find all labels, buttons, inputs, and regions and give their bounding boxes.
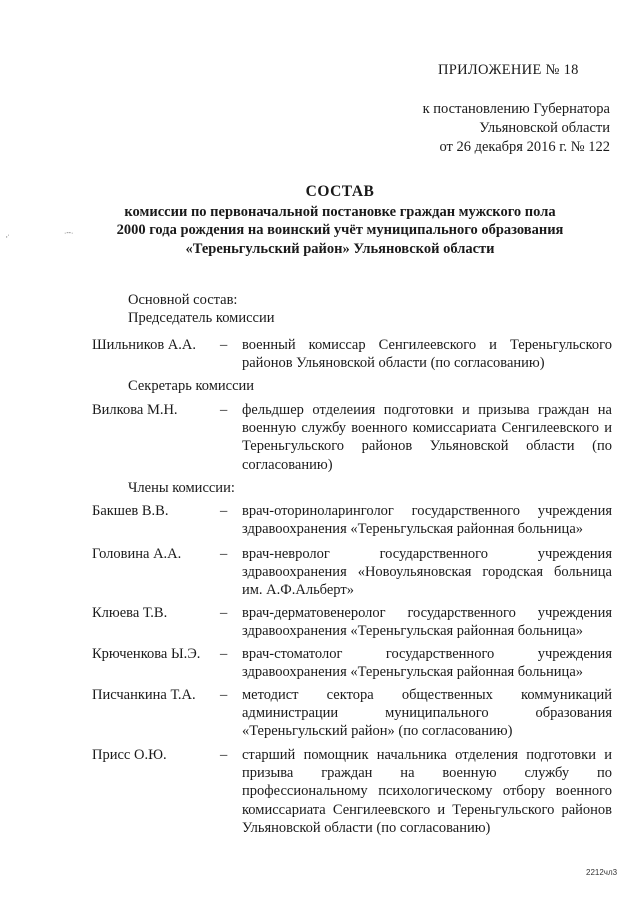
member-role: фельдшер отделеиия подготовки и призыва граждан на военную службу военного комиссариата Сенгилеевского и Тереньгульского районов Ульяновской области (по согласованию) <box>242 402 612 473</box>
appendix-number: ПРИЛОЖЕНИЕ № 18 <box>438 62 579 78</box>
member-role: врач-невролог государственного учреждения здравоохранения «Новоульяновская городская больница им. А.Ф.Альберт» <box>242 546 612 599</box>
main-composition-label: Основной состав: <box>128 292 238 308</box>
member-name: Головина А.А. <box>92 546 182 562</box>
member-dash: – <box>220 687 228 703</box>
title-line: 2000 года рождения на воинский учёт муниципального образования <box>116 222 564 238</box>
title-main: СОСТАВ <box>305 183 375 200</box>
member-name: Крюченкова Ы.Э. <box>92 646 201 662</box>
basis-line: к постановлению Губернатора <box>422 101 610 117</box>
member-name: Писчанкина Т.А. <box>92 687 196 703</box>
member-dash: – <box>220 747 228 763</box>
member-dash: – <box>220 337 228 353</box>
chairman-label: Председатель комиссии <box>128 310 275 326</box>
document-title <box>80 183 600 258</box>
member-dash: – <box>220 646 228 662</box>
member-name: Бакшев В.В. <box>92 503 169 519</box>
basis-line: от 26 декабря 2016 г. № 122 <box>439 139 610 155</box>
member-name: Шильников А.А. <box>92 337 196 353</box>
member-dash: – <box>220 402 228 418</box>
scan-artifact: ·‑‑· <box>64 230 74 237</box>
member-role: врач-дерматовенеролог государственного учреждения здравоохранения «Тереньгульская районная больница» <box>242 605 612 640</box>
scan-artifact: ‚· <box>6 232 10 239</box>
member-role: методист сектора общественных коммуникаций администрации муниципального образования «Тереньгульский район» (по согласованию) <box>242 687 612 740</box>
secretary-label: Секретарь комиссии <box>128 378 255 394</box>
title-line: «Тереньгульский район» Ульяновской области <box>185 240 495 257</box>
title-line: комиссии по первоначальной постановке граждан мужского пола <box>124 203 556 220</box>
member-name: Присс О.Ю. <box>92 747 167 763</box>
document-stamp: 2212чл3 <box>586 868 618 877</box>
member-role: старший помощник начальника отделения подготовки и призыва граждан на военную службу по профессиональному психологическому отбору военного комиссариата Сенгилеевского и Тереньгульского районов Ульяновской области (по согласованию) <box>242 747 612 836</box>
member-dash: – <box>220 546 228 562</box>
member-role: военный комиссар Сенгилеевского и Тереньгульского районов Ульяновской области (по согласованию) <box>242 337 612 372</box>
member-role: врач-оториноларинголог государственного учреждения здравоохранения «Тереньгульская районная больница» <box>242 503 612 538</box>
appendix-basis <box>400 100 610 157</box>
member-name: Клюева Т.В. <box>92 605 168 621</box>
member-dash: – <box>220 503 228 519</box>
member-role: врач-стоматолог государственного учреждения здравоохранения «Тереньгульская районная больница» <box>242 646 612 681</box>
basis-line: Ульяновской области <box>479 120 610 136</box>
members-label: Члены комиссии: <box>128 480 235 496</box>
member-dash: – <box>220 605 228 621</box>
member-name: Вилкова М.Н. <box>92 402 178 418</box>
